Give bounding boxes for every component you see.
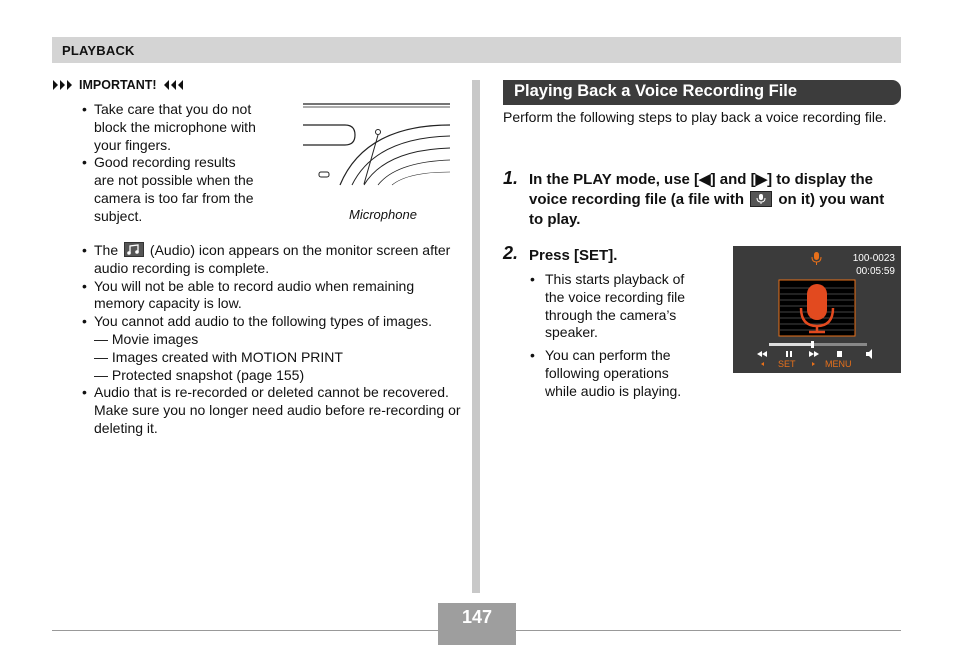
important-list-bottom	[82, 242, 467, 438]
list-item	[82, 313, 467, 384]
step-1-text-before: In the PLAY mode, use [◀] and [▶] to display the voice recording file (a file with	[529, 171, 873, 208]
section-title: Playing Back a Voice Recording File	[514, 82, 798, 100]
menu-label: MENU	[825, 359, 852, 369]
list-item: • Good recording results are not possible when the camera is too far from the subject.	[82, 154, 257, 225]
playback-screen	[733, 246, 901, 373]
step-2-bullet-1	[529, 271, 701, 342]
list-item: • This starts playback of the voice recording file through the camera’s speaker.	[529, 271, 701, 342]
set-label: SET	[778, 359, 796, 369]
important-heading	[52, 78, 184, 92]
step-2-number: 2.	[503, 243, 519, 263]
sub-item-motion-print: — Images created with MOTION PRINT	[94, 348, 343, 365]
elapsed-time: 00:05:59	[856, 266, 895, 277]
important-label: IMPORTANT!	[79, 78, 157, 92]
figure-caption: Microphone	[349, 207, 417, 222]
step-1-number: 1.	[503, 168, 519, 188]
important-list-top	[82, 101, 257, 226]
camera-microphone-illustration	[300, 100, 452, 190]
transport-controls	[757, 349, 872, 359]
audio-item-after: (Audio) icon appears on the monitor screen after audio recording is complete.	[94, 242, 451, 276]
playback-screen-graphic	[733, 246, 901, 373]
intro-text: Perform the following steps to play back a voice recording file.	[503, 109, 887, 125]
voice-file-icon	[750, 191, 772, 207]
step-2-bullet-2	[529, 347, 701, 400]
list-item: • You can perform the following operations while audio is playing.	[529, 347, 701, 400]
audio-icon	[124, 242, 144, 257]
file-number: 100-0023	[852, 253, 895, 264]
mic-indicator-icon	[812, 252, 821, 265]
sub-item-protected: — Protected snapshot (page 155)	[94, 366, 305, 383]
step-2-text: Press [SET].	[529, 247, 618, 264]
section-title-bar	[503, 80, 901, 105]
header-bar	[52, 37, 901, 63]
list-item: • Take care that you do not block the microphone with your fingers.	[82, 101, 257, 154]
section-header: PLAYBACK	[62, 43, 135, 58]
page-number: 147	[461, 607, 493, 627]
list-item: • You will not be able to record audio when remaining memory capacity is low.	[82, 278, 467, 314]
sub-item-movie: — Movie images	[94, 330, 199, 347]
step-1-text	[529, 170, 899, 230]
page-number-box	[438, 603, 516, 645]
cannot-add-text: You cannot add audio to the following types of images.	[94, 313, 433, 330]
list-item	[82, 242, 467, 278]
step-1-text-after: on it) you want to play.	[529, 191, 885, 228]
important-marker-left-icon	[52, 79, 74, 91]
list-item: • Audio that is re-recorded or deleted cannot be recovered. Make sure you no longer need audio before re-recording or deleting it.	[82, 384, 467, 437]
important-marker-right-icon	[162, 79, 184, 91]
audio-item-before: The	[94, 242, 119, 258]
column-divider	[472, 80, 480, 593]
